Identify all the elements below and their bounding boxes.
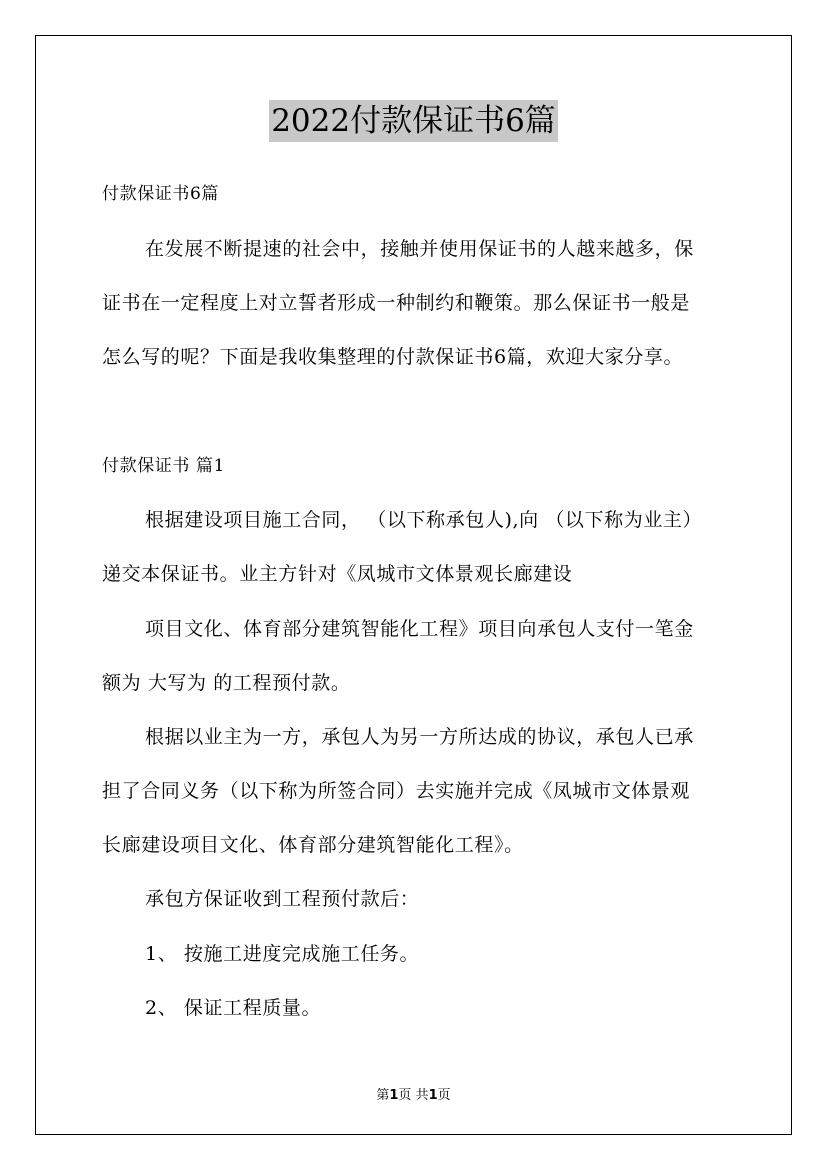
intro-line-2: 证书在一定程度上对立誓者形成一种制约和鞭策。那么保证书一般是 [102, 292, 691, 314]
body-line-5: 根据以业主为一方，承包人为另一方所达成的协议，承包人已承 [145, 726, 694, 748]
intro-line-3: 怎么写的呢？下面是我收集整理的付款保证书6篇，欢迎大家分享。 [102, 346, 684, 368]
body-line-3: 项目文化、体育部分建筑智能化工程》项目向承包人支付一笔金 [145, 618, 694, 640]
page-suffix: 页 [437, 1088, 451, 1103]
page-prefix: 第 [376, 1088, 390, 1103]
body-line-10: 2、 保证工程质量。 [145, 997, 322, 1019]
page-total: 1 [428, 1088, 438, 1103]
body-line-1: 根据建设项目施工合同， （以下称承包人),向 （以下称为业主） [145, 509, 703, 531]
body-line-2: 递交本保证书。业主方针对《凤城市文体景观长廊建设 [102, 563, 573, 585]
section-heading: 付款保证书 篇1 [102, 456, 226, 476]
body-line-7: 长廊建设项目文化、体育部分建筑智能化工程》。 [102, 834, 524, 856]
page-mid: 页 共 [398, 1088, 429, 1103]
intro-line-1: 在发展不断提速的社会中，接触并使用保证书的人越来越多，保 [145, 238, 694, 260]
document-subtitle: 付款保证书6篇 [102, 184, 220, 204]
body-line-6: 担了合同义务（以下称为所签合同）去实施并完成《凤城市文体景观 [102, 780, 691, 802]
page-footer [0, 1084, 827, 1103]
body-line-9: 1、 按施工进度完成施工任务。 [145, 943, 420, 965]
body-line-4: 额为 大写为 的工程预付款。 [102, 672, 351, 694]
document-title-block [0, 100, 827, 142]
body-line-8: 承包方保证收到工程预付款后： [145, 888, 420, 910]
document-title: 2022付款保证书6篇 [269, 100, 558, 142]
page-number: 1 [389, 1088, 399, 1103]
